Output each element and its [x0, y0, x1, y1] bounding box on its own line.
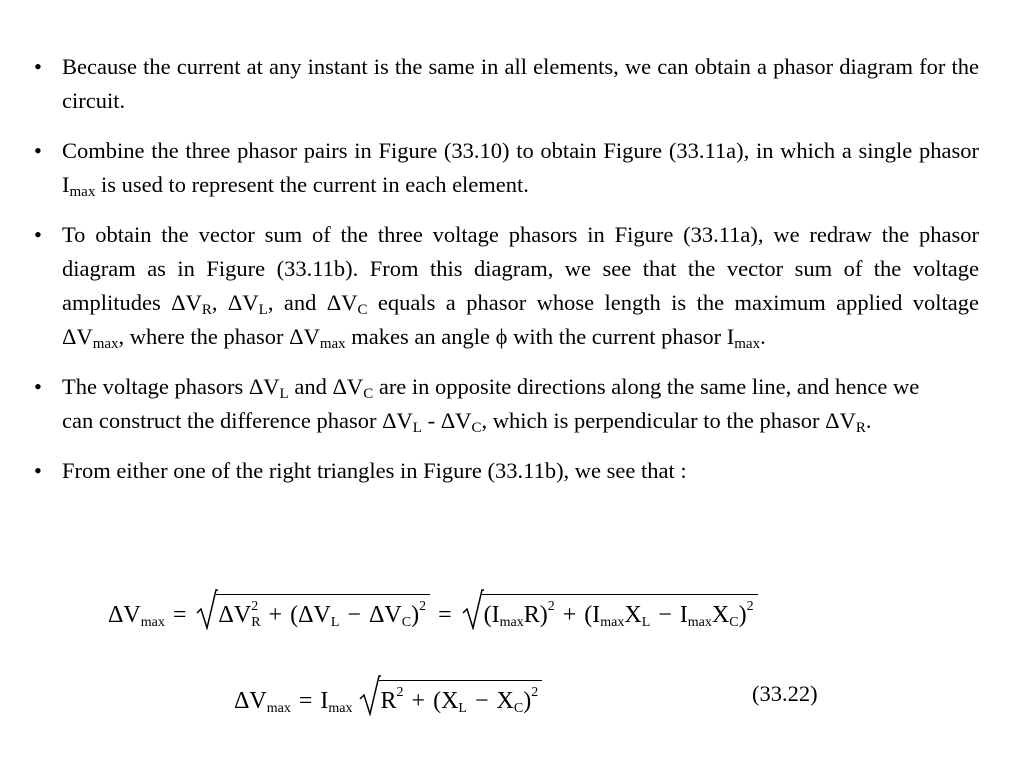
bullet-dot: •	[34, 374, 42, 399]
bullet-item-2: • Combine the three phasor pairs in Figure (33.10) to obtain Figure (33.11a), in which a single phasor $I_{max}$ is used to represent the current in each element.	[0, 134, 979, 202]
equation-number: (33.22)	[752, 681, 818, 706]
sqrt-vr-vl-vc: $\Delta V^2R + (\Delta VL - \Delta VC)^2$	[196, 594, 430, 631]
sqrt-imax-xl-xc: $(ImaxR)^2$ + (ImaxXL − ImaxXC)$^2$	[462, 594, 758, 631]
radical-sign-icon	[359, 674, 381, 716]
equation-33-22: ΔVmax = Imax $R^2 + (XL - XC)^2$	[234, 680, 542, 717]
bullet-dot: •	[34, 458, 42, 483]
radical-sign-icon	[462, 588, 484, 630]
bullet-item-4: • The voltage phasors $\Delta V_L$ and $\Delta V_C$ are in opposite directions along the same line, and hence we can construct the difference phasor $\Delta V_L - \Delta V_C$, which is perpendicular to the phasor $\Delta V_R$.	[0, 370, 942, 438]
bullet-dot: •	[34, 138, 42, 163]
bullet-item-3: • To obtain the vector sum of the three voltage phasors in Figure (33.11a), we redraw the phasor diagram as in Figure (33.11b). From this diagram, we see that the vector sum of the voltage amplitudes $\Delta V_R$, $\Delta V_L$, and $\Delta V_C$ equals a phasor whose length is the maximum applied voltage $\Delta V_{max}$, where the phasor $\Delta V_{max}$ makes an angle ϕ with the current phasor $I_{max}$.	[0, 218, 979, 354]
bullet-item-1: • Because the current at any instant is the same in all elements, we can obtain a phasor diagram for the circuit.	[0, 50, 979, 118]
sqrt-r-xl-xc: $R^2 + (XL - XC)^2$	[359, 680, 543, 717]
radical-sign-icon	[196, 588, 218, 630]
bullet-dot: •	[34, 222, 42, 247]
bullet-item-5: • From either one of the right triangles in Figure (33.11b), we see that :	[0, 454, 942, 488]
bullet-list	[0, 50, 979, 504]
bullet-dot: •	[34, 54, 42, 79]
equation-vmax-expanded: ΔVmax = $\Delta V^2R + (\Delta VL - \Delta VC)^2$ = $(ImaxR)^2$ + (ImaxXL − ImaxXC)$^2$	[108, 594, 758, 631]
